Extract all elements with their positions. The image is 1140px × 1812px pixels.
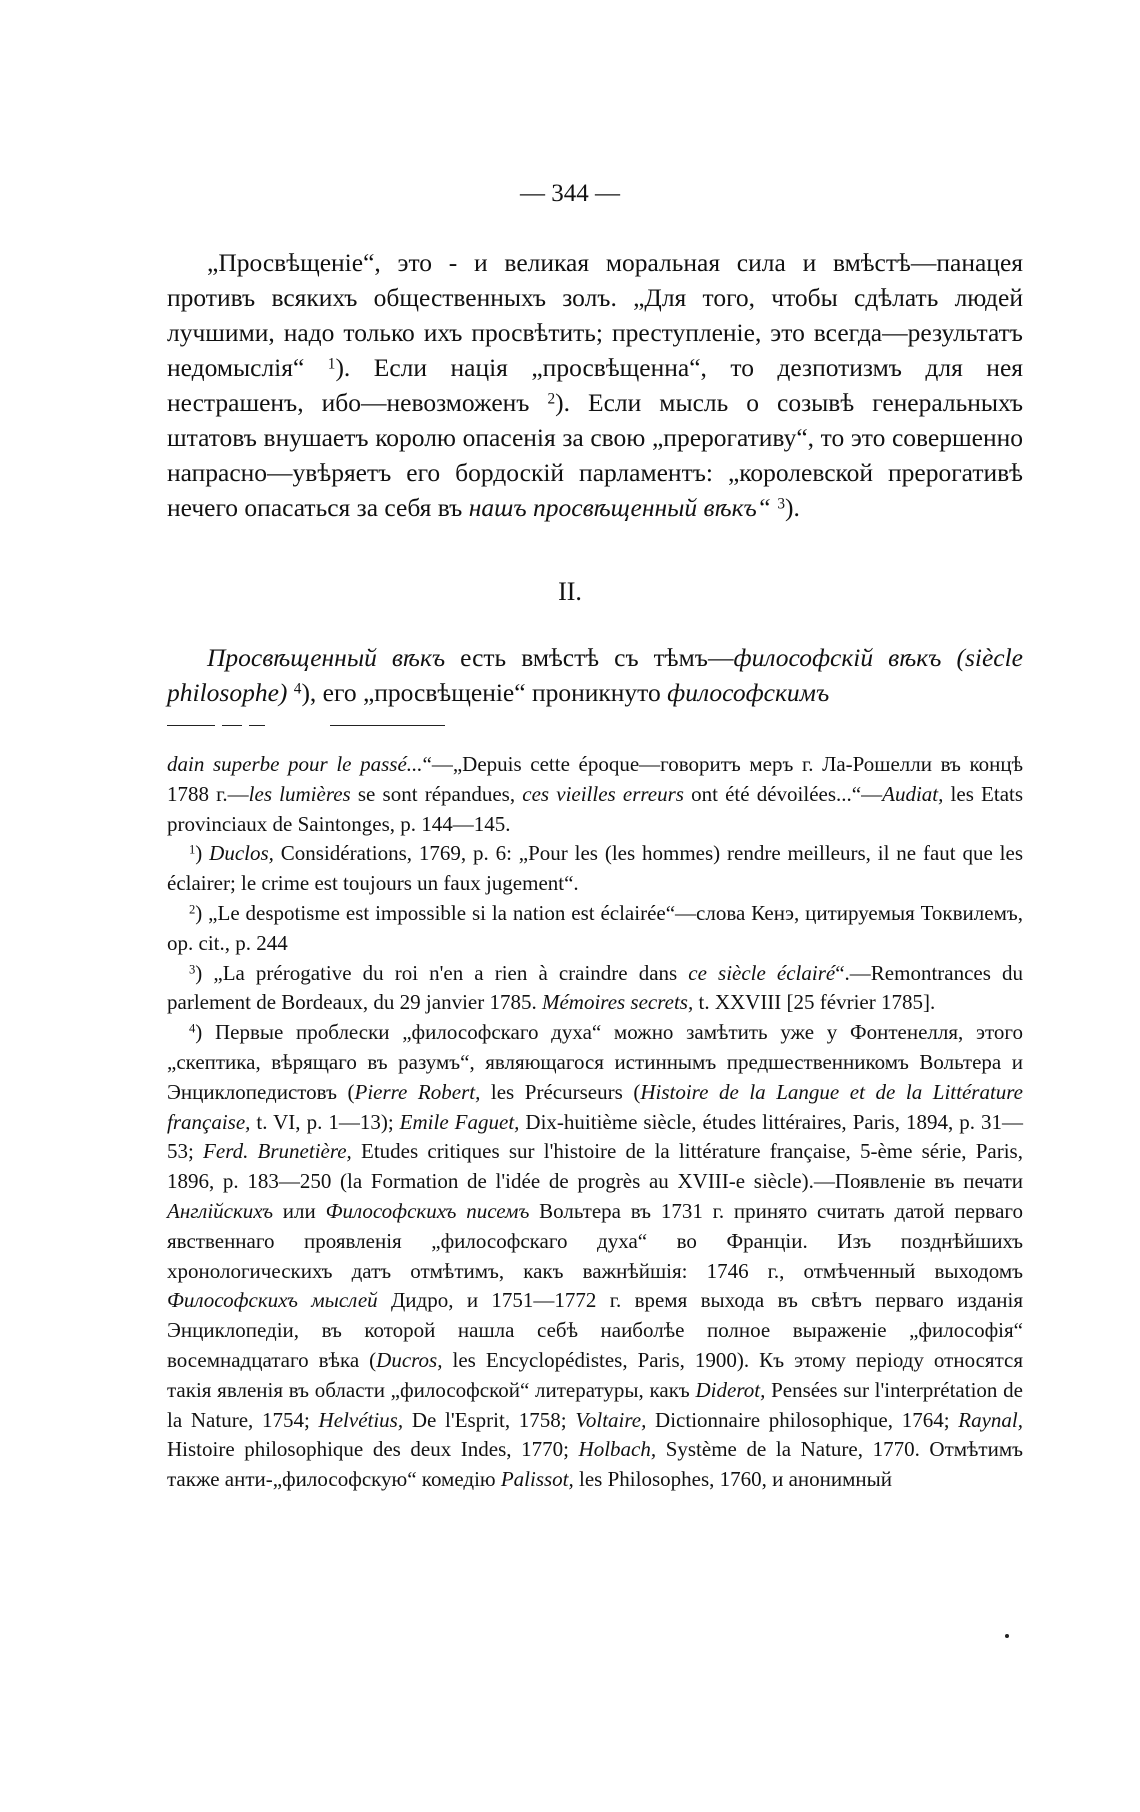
fn0-text: “—„Depuis cette époque—говоритъ меръ г. Ла-Рошелли въ концѣ 1788 г.— (167, 752, 1023, 806)
fn4-text: Dictionnaire philosophique, 1764; (646, 1407, 959, 1432)
fn4-text: Дидро, и 1751—1772 г. время выхода въ свѣтъ перваго изданія Энциклопедіи, въ которой нашла себѣ наиболѣе полное выраженіе „философія“ восемнадцатаго вѣка ( (167, 1288, 1024, 1372)
fn3-text: ) „La prérogative du roi n'en a rien à craindre dans (195, 960, 689, 985)
fn3-italic: ce siècle éclairé (688, 960, 836, 985)
fn4-text: Dix-huitième siècle, études littéraires, Paris, 1894, p. 31—53; (167, 1109, 1023, 1164)
footnote-ref-4: 4 (293, 680, 302, 698)
footnote-number: 3 (189, 962, 196, 977)
fn4-text: Pensées sur l'interprétation de la Nature, 1754; (167, 1377, 1023, 1432)
footnote-3 (167, 959, 1023, 1019)
section-space-1 (941, 643, 956, 672)
fn4-text: или (273, 1198, 326, 1223)
fn4-italic: Diderot, (695, 1377, 766, 1402)
section-italic-2: философскій вѣкъ (733, 643, 942, 672)
fn0-text: se sont répandues, (350, 781, 523, 806)
footnote-4 (167, 1018, 1023, 1495)
fn4-text: les Philosophes, 1760, и анонимный (573, 1467, 893, 1492)
fn4-text: De l'Esprit, 1758; (403, 1407, 576, 1432)
main-text-4: ). (785, 493, 800, 522)
main-text-2: ). Если нація „просвѣщенна“, то дезпотизмъ для нея нестрашенъ, ибо—невозможенъ (167, 353, 1023, 417)
footnote-ref-3: 3 (777, 495, 786, 513)
page-number: — 344 — (520, 180, 620, 207)
fn0-italic: Audiat, (882, 781, 944, 806)
footnote-ref-1: 1 (327, 355, 336, 373)
footnote-number: 2 (189, 902, 196, 917)
fn4-italic: Ducros, (376, 1347, 443, 1372)
section-italic-3: (siècle philosophe) (167, 643, 1023, 707)
footnote-divider (330, 725, 445, 726)
footnote-2 (167, 899, 1023, 959)
fn4-italic: Ferd. Brunetière, (203, 1139, 352, 1164)
footnote-continuation (167, 750, 1023, 839)
fn4-italic: Англійскихъ (167, 1198, 273, 1223)
fn1-text: Considérations, 1769, p. 6: „Pour les (les hommes) rendre meilleurs, il ne faut que les éclairer; le crime est toujours un faux jugement“. (167, 841, 1023, 896)
fn4-text: les Précurseurs ( (480, 1079, 641, 1104)
fn4-text: Вольтера въ 1731 г. принято считать датой перваго явственнаго проявленія „философскаго духа“ во Франціи. Изъ позднѣйшихъ хронологическихъ датъ отмѣтимъ, какъ важнѣйшія: 1746 г., отмѣченный выходомъ (167, 1198, 1023, 1283)
ink-speck (1005, 1634, 1009, 1638)
fn3-text: “.—Remontrances du parlement de Bordeaux, du 29 janvier 1785. (167, 960, 1023, 1015)
fn1-italic: Duclos, (209, 841, 274, 866)
fn4-italic: Histoire de la Langue et de la Littérature française, (167, 1079, 1024, 1134)
fn4-text: ) Первые проблески „философскаго духа“ можно замѣтить уже у Фонтенелля, этого „скептика, вѣрящаго въ разумъ“, являющагося истиннымъ предшественникомъ Вольтера и Энциклопедистовъ ( (167, 1020, 1023, 1104)
section-paragraph (167, 640, 1023, 710)
footnote-number: 4 (189, 1021, 196, 1036)
fn0-italic: dain superbe pour le passé... (167, 752, 423, 776)
section-text-2: ), его „просвѣщеніе“ проникнуто (301, 678, 668, 707)
footnote-divider (222, 725, 242, 726)
fn4-italic: Философскихъ писемъ (325, 1198, 530, 1223)
fn4-italic: Pierre Robert, (354, 1079, 481, 1104)
fn0-text: les Etats provinciaux de Saintonges, p. 144—145. (167, 781, 1024, 836)
fn3-italic: Mémoires secrets, (541, 990, 694, 1015)
fn4-text: Système de la Nature, 1770. Отмѣтимъ также анти-„философскую“ комедію (167, 1437, 1023, 1492)
section-heading: II. (558, 577, 582, 606)
fn4-italic: Holbach, (578, 1437, 657, 1462)
section-text-1: есть вмѣстѣ съ тѣмъ— (445, 643, 734, 672)
fn4-italic: Palissot, (500, 1467, 574, 1492)
footnote-number: 1 (189, 843, 196, 858)
fn2-text: ) „Le despotisme est impossible si la nation est éclairée“—слова Кенэ, цитируемыя Токвилемъ, op. cit., p. 244 (167, 900, 1023, 955)
footnote-1 (167, 839, 1023, 899)
fn4-italic: Философскихъ мыслей (167, 1288, 378, 1313)
footnote-divider (249, 725, 265, 726)
main-text-3: ). Если мысль о созывѣ генеральныхъ штатовъ внушаетъ королю опасенія за свою „прерогативу“, то это совершенно напрасно—увѣряетъ его бордоскій парламентъ: „королевской прерогативѣ нечего опасаться за себя въ (167, 388, 1023, 522)
main-paragraph (167, 245, 1023, 525)
footnote-ref-2: 2 (547, 390, 556, 408)
fn0-italic: les lumières (248, 781, 351, 806)
main-italic-quote: нашъ просвѣщенный вѣкъ“ (468, 493, 771, 522)
fn0-italic: ces vieilles erreurs (522, 781, 684, 806)
footnote-divider (167, 725, 215, 726)
fn4-italic: Raynal, (958, 1407, 1023, 1432)
main-text-1: „Просвѣщеніе“, это - и великая моральная сила и вмѣстѣ—панацея противъ всякихъ общественныхъ золъ. „Для того, чтобы сдѣлать людей лучшими, надо только ихъ просвѣтить; преступленіе, это всегда—результатъ недомыслія“ (167, 248, 1023, 382)
section-italic-1: Просвѣщенный вѣкъ (207, 643, 446, 672)
fn4-italic: Voltaire, (575, 1407, 647, 1432)
fn4-text: t. VI, p. 1—13); (250, 1109, 400, 1134)
section-italic-4: философскимъ (667, 678, 830, 707)
fn3-text: t. XXVIII [25 février 1785]. (693, 990, 936, 1015)
fn4-text: Etudes critiques sur l'histoire de la littérature française, 5-ème série, Paris, 1896, p. 183—250 (la Formation de l'idée de progrès au XVIII-e siècle).—Появленіе въ печати (167, 1139, 1023, 1194)
fn0-text: ont été dévoilées...“— (683, 781, 883, 806)
fn4-italic: Emile Faguet, (399, 1109, 520, 1134)
fn4-text: les Encyclopédistes, Paris, 1900). Къ этому періоду относятся такія явленія въ области „философской“ литературы, какъ (167, 1347, 1023, 1402)
fn1-text: ) (195, 841, 210, 866)
footnotes (167, 750, 1023, 1495)
fn4-text: Histoire philosophique des deux Indes, 1770; (167, 1437, 579, 1462)
fn4-italic: Helvétius, (318, 1407, 404, 1432)
